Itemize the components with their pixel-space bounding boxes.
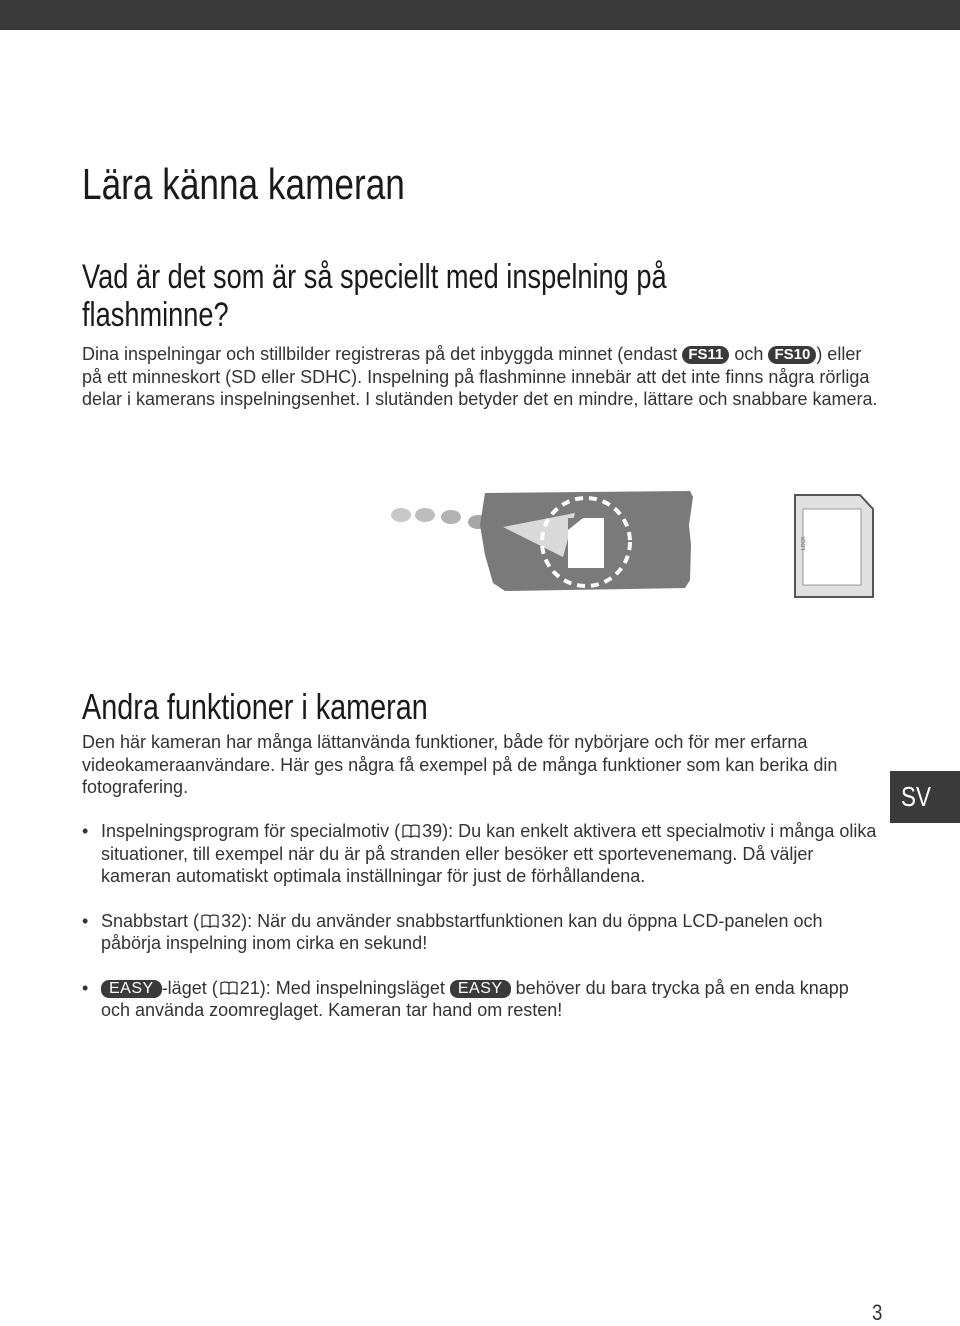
fs10-badge: FS10 bbox=[768, 346, 816, 364]
book-icon bbox=[402, 824, 420, 838]
page-number: 3 bbox=[872, 1300, 883, 1325]
camera-card-illustration bbox=[385, 485, 885, 605]
list-item: • EASY -läget ( 21): Med inspelningsläget EASY behöver du bara trycka på en enda knapp och använda zoomreglaget. Kameran tar hand om resten! bbox=[82, 977, 882, 1022]
easy-mode-badge: EASY bbox=[450, 980, 511, 998]
fs11-badge: FS11 bbox=[682, 346, 729, 364]
page-title: Lära känna kameran bbox=[82, 160, 405, 209]
motion-dot bbox=[415, 508, 435, 522]
book-icon bbox=[201, 914, 219, 928]
book-icon bbox=[220, 981, 238, 995]
section-heading-features: Andra funktioner i kameran bbox=[82, 686, 428, 727]
flash-paragraph: Dina inspelningar och stillbilder registreras på det inbyggda minnet (endast FS11 och FS10 ) eller på ett minneskort (SD eller SDHC). Inspelning på flashminne innebär att det inte finns några rörliga delar i kamerans inspelningsenhet. I slutänden betyder det en mindre, lättare och snabbare kamera. bbox=[82, 344, 878, 409]
motion-dot bbox=[441, 510, 461, 524]
features-intro: Den här kameran har många lättanvända funktioner, både för nybörjare och för mer erfarna videokameraanvändare. Här ges några få exempel på de många funktioner som kan berika din fotografering. bbox=[82, 732, 838, 797]
features-list bbox=[82, 820, 882, 1044]
sd-card bbox=[795, 495, 873, 597]
list-item: • Inspelningsprogram för specialmotiv ( 39): Du kan enkelt aktivera ett specialmotiv i många olika situationer, till exempel när du är på stranden eller besöker ett sportevenemang. Då väljer kameran automatiskt optimala inställningar för just de förhållandena. bbox=[82, 820, 882, 888]
top-bar bbox=[0, 0, 960, 30]
list-item: • Snabbstart ( 32): När du använder snabbstartfunktionen kan du öppna LCD-panelen och påbörja inspelning inom cirka en sekund! bbox=[82, 910, 882, 955]
language-tab-label: SV bbox=[901, 781, 931, 812]
section-heading-flash: Vad är det som är så speciellt med inspelning på flashminne? bbox=[82, 258, 667, 334]
card-lock-label: LOCK bbox=[801, 536, 807, 550]
easy-mode-badge: EASY bbox=[101, 980, 162, 998]
motion-dot bbox=[391, 508, 411, 522]
language-tab bbox=[890, 771, 960, 823]
